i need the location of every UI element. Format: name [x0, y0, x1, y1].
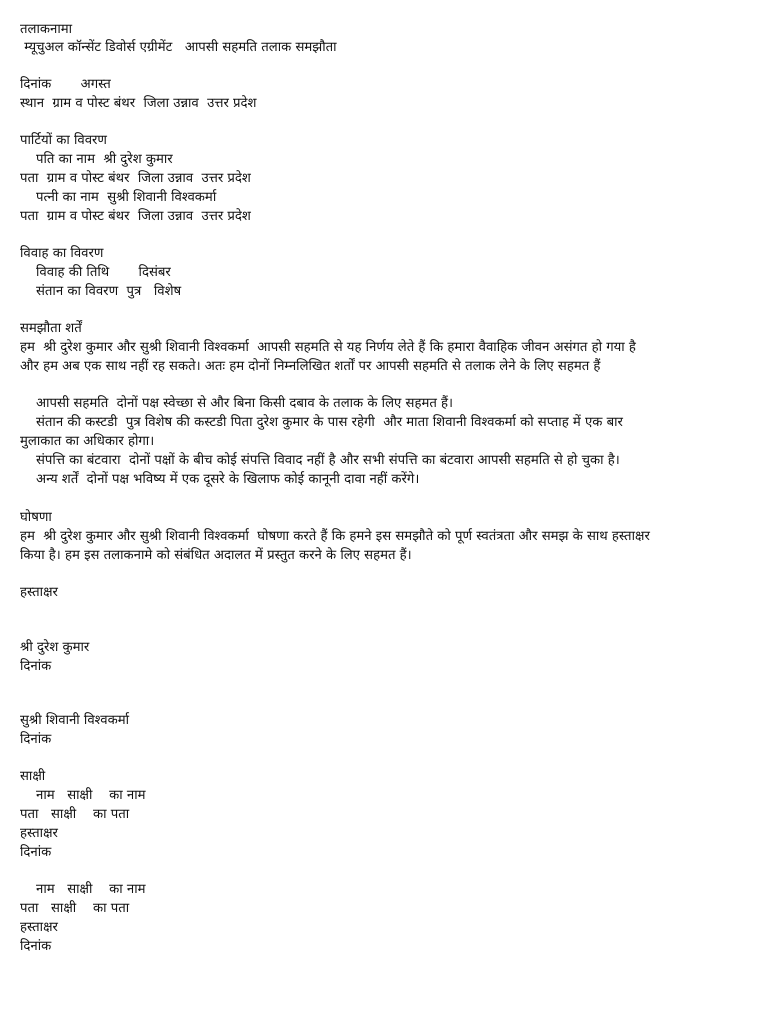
- terms-heading: समझौता शर्तें: [20, 321, 82, 336]
- term-other: अन्य शर्तें दोनों पक्ष भविष्य में एक दूसरे के खिलाफ कोई कानूनी दावा नहीं करेंगे।: [36, 472, 420, 487]
- marriage-heading: विवाह का विवरण: [20, 246, 104, 261]
- children-details: संतान का विवरण पुत्र विशेष: [36, 284, 182, 299]
- parties-heading: पार्टियों का विवरण: [20, 133, 107, 148]
- date-line: दिनांक अगस्त: [20, 77, 111, 92]
- witness-date: दिनांक: [20, 939, 52, 954]
- place-line: स्थान ग्राम व पोस्ट बंथर जिला उन्नाव उत्तर प्रदेश: [20, 96, 257, 111]
- witness-address: पता साक्षी का पता: [20, 901, 130, 916]
- declaration-line-1: हम श्री दुरेश कुमार और सुश्री शिवानी विश्वकर्मा घोषणा करते हैं कि हमने इस समझौते को पूर्ण स्वतंत्रता और समझ के साथ हस्ताक्षर: [20, 529, 650, 544]
- witness-name: नाम साक्षी का नाम: [36, 788, 146, 803]
- terms-intro-line-2: और हम अब एक साथ नहीं रह सकते। अतः हम दोनों निम्नलिखित शर्तों पर आपसी सहमति से तलाक लेने के लिए सहमत हैं: [20, 359, 601, 374]
- witness-name: नाम साक्षी का नाम: [36, 882, 146, 897]
- document-subtitle: म्यूचुअल कॉन्सेंट डिवोर्स एग्रीमेंट आपसी सहमति तलाक समझौता: [20, 40, 337, 55]
- signatures-heading: हस्ताक्षर: [20, 585, 58, 600]
- marriage-date: विवाह की तिथि दिसंबर: [36, 265, 171, 280]
- witness-signature: हस्ताक्षर: [20, 920, 58, 935]
- wife-signature-date: दिनांक: [20, 732, 52, 747]
- witness-address: पता साक्षी का पता: [20, 807, 130, 822]
- document-title: तलाकनामा: [20, 22, 73, 37]
- term-mutual-consent: आपसी सहमति दोनों पक्ष स्वेच्छा से और बिना किसी दबाव के तलाक के लिए सहमत हैं।: [36, 396, 454, 411]
- terms-intro-line-1: हम श्री दुरेश कुमार और सुश्री शिवानी विश्वकर्मा आपसी सहमति से यह निर्णय लेते हैं कि हमारा वैवाहिक जीवन असंगत हो गया है: [20, 340, 636, 355]
- witnesses-heading: साक्षी: [20, 769, 46, 784]
- witness-signature: हस्ताक्षर: [20, 826, 58, 841]
- wife-signature-name: सुश्री शिवानी विश्वकर्मा: [20, 713, 130, 728]
- term-custody-line-2: मुलाकात का अधिकार होगा।: [20, 434, 155, 449]
- husband-address: पता ग्राम व पोस्ट बंथर जिला उन्नाव उत्तर प्रदेश: [20, 171, 251, 186]
- wife-address: पता ग्राम व पोस्ट बंथर जिला उन्नाव उत्तर प्रदेश: [20, 209, 251, 224]
- witness-date: दिनांक: [20, 845, 52, 860]
- husband-signature-name: श्री दुरेश कुमार: [20, 640, 90, 655]
- term-custody-line-1: संतान की कस्टडी पुत्र विशेष की कस्टडी पिता दुरेश कुमार के पास रहेगी और माता शिवानी विश्वकर्मा को सप्ताह में एक बार: [36, 415, 623, 430]
- declaration-heading: घोषणा: [20, 510, 52, 525]
- term-property: संपत्ति का बंटवारा दोनों पक्षों के बीच कोई संपत्ति विवाद नहीं है और सभी संपत्ति का बंटवारा आपसी सहमति से हो चुका है।: [36, 453, 620, 468]
- husband-name: पति का नाम श्री दुरेश कुमार: [36, 152, 173, 167]
- declaration-line-2: किया है। हम इस तलाकनामे को संबंधित अदालत में प्रस्तुत करने के लिए सहमत हैं।: [20, 548, 412, 563]
- wife-name: पत्नी का नाम सुश्री शिवानी विश्वकर्मा: [36, 190, 217, 205]
- husband-signature-date: दिनांक: [20, 659, 52, 674]
